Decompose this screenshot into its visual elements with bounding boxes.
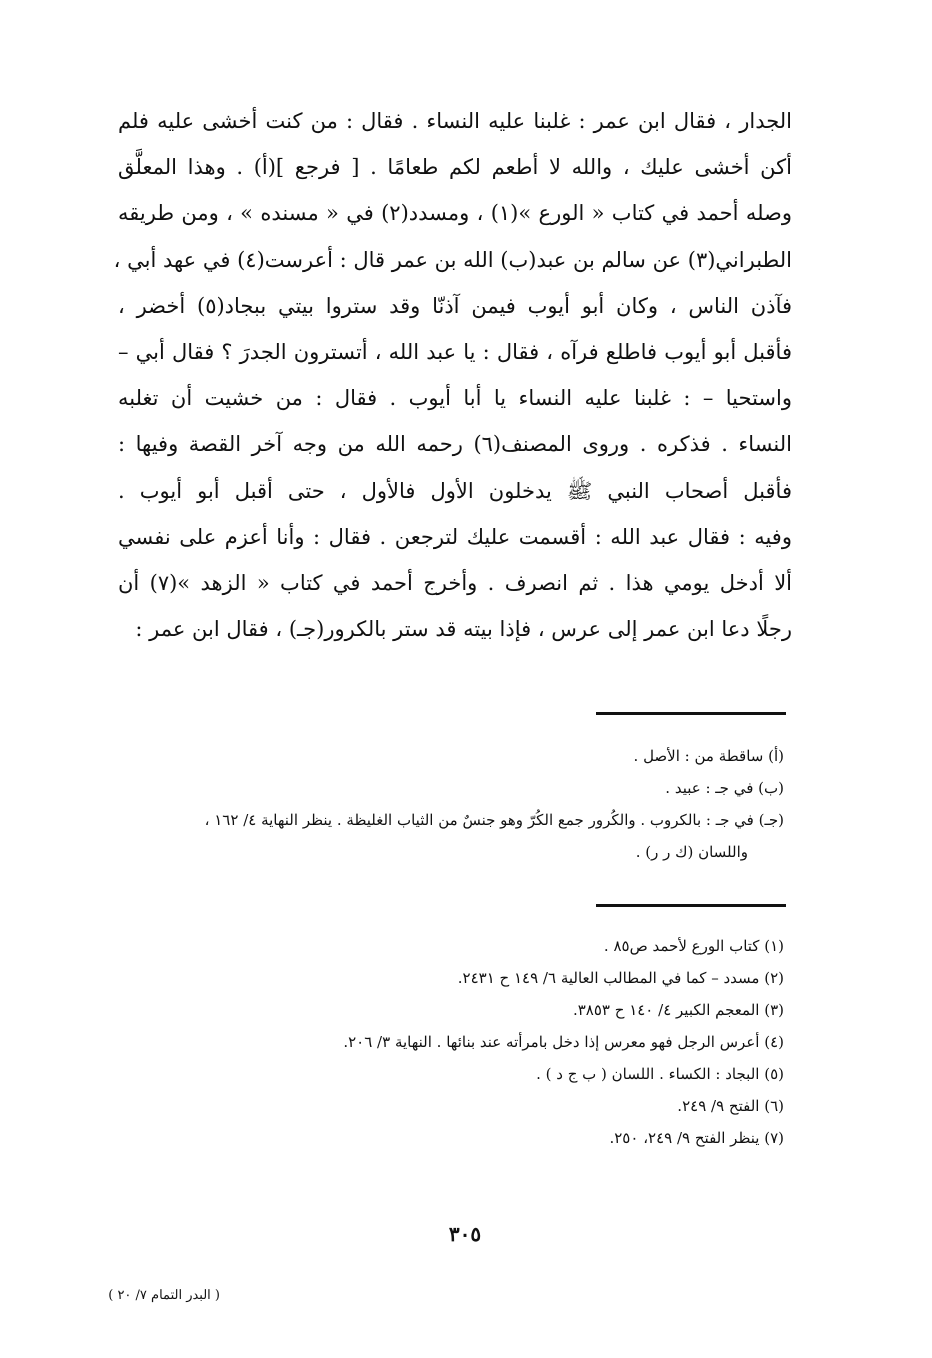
main-text-line: ألا أدخل يومي هذا . ثم انصرف . وأخرج أحمد في كتاب « الزهد »(٧) أن bbox=[118, 570, 792, 595]
book-signature: ( البدر التمام ٧/ ٢٠ ) bbox=[108, 1288, 220, 1303]
footnote-separator-rule bbox=[596, 904, 786, 907]
footnote: (٧) ينظر الفتح ٩/ ٢٤٩، ٢٥٠. bbox=[609, 1129, 784, 1147]
variant-note: (أ) ساقطة من : الأصل . bbox=[633, 747, 784, 765]
page-number: ٣٠٥ bbox=[448, 1222, 482, 1246]
footnote: (٥) البجاد : الكساء . اللسان ( ب ج د ) . bbox=[536, 1065, 784, 1083]
main-text-block bbox=[113, 98, 793, 652]
main-text-line: فأقبل أبو أيوب فاطلع فرآه ، فقال : يا عبد الله ، أتسترون الجدرَ ؟ فقال أبي – bbox=[118, 339, 792, 364]
footnote: (٢) مسدد – كما في المطالب العالية ٦/ ١٤٩ ح ٢٤٣١. bbox=[457, 969, 784, 987]
main-text-line: فأقبل أصحاب النبي ﷺ يدخلون الأول فالأول ، حتى أقبل أبو أيوب . bbox=[118, 478, 792, 503]
main-text-line: أكن أخشى عليك ، والله لا أطعم لكم طعامًا . [ فرجع ](أ) . وهذا المعلَّق bbox=[118, 155, 792, 180]
main-text-line: وصله أحمد في كتاب « الورع »(١) ، ومسدد(٢) في « مسنده » ، ومن طريقه bbox=[118, 201, 793, 226]
variant-notes bbox=[120, 740, 784, 868]
footnote: (٤) أعرس الرجل فهو معرس إذا دخل بامرأته عند بنائها . النهاية ٣/ ٢٠٦. bbox=[343, 1033, 784, 1051]
main-text-line: فآذن الناس ، وكان أبو أيوب فيمن آذنّا وقد ستروا بيتي ببجاد(٥) أخضر ، bbox=[118, 293, 793, 318]
variant-note-continuation: واللسان (ك ر ر) . bbox=[635, 843, 748, 861]
reference-footnotes bbox=[120, 930, 784, 1154]
main-text-line: واستحيا – : غلبنا عليه النساء يا أبا أيوب . فقال : من خشيت أن تغلبه bbox=[118, 386, 792, 411]
main-text-line: النساء . فذكره . وروى المصنف(٦) رحمه الله من وجه آخر القصة وفيها : bbox=[118, 432, 792, 457]
main-text-line: الطبراني(٣) عن سالم بن عبد(ب) الله بن عمر قال : أعرست(٤) في عهد أبي ، bbox=[113, 247, 792, 272]
main-text-line: رجلًا دعا ابن عمر إلى عرس ، فإذا بيته قد ستر بالكرور(جـ) ، فقال ابن عمر : bbox=[135, 617, 792, 642]
footnote: (٦) الفتح ٩/ ٢٤٩. bbox=[677, 1097, 784, 1115]
variant-note: (جـ) في جـ : بالكروب . والكُرور جمع الكُرّ وهو جنسٌ من الثياب الغليظة . ينظر النهاية ٤/ ١٦٢ ، bbox=[204, 811, 784, 829]
variant-note: (ب) في جـ : عبيد . bbox=[665, 779, 784, 797]
main-text-line: الجدار ، فقال ابن عمر : غلبنا عليه النساء . فقال : من كنت أخشى عليه فلم bbox=[118, 109, 792, 133]
main-text-line: وفيه : فقال عبد الله : أقسمت عليك لترجعن . فقال : وأنا أعزم على نفسي bbox=[118, 524, 792, 549]
footnote: (٣) المعجم الكبير ٤/ ١٤٠ ح ٣٨٥٣. bbox=[572, 1001, 784, 1019]
footnote-separator-rule bbox=[596, 712, 786, 715]
footnote: (١) كتاب الورع لأحمد ص٨٥ . bbox=[603, 937, 784, 955]
